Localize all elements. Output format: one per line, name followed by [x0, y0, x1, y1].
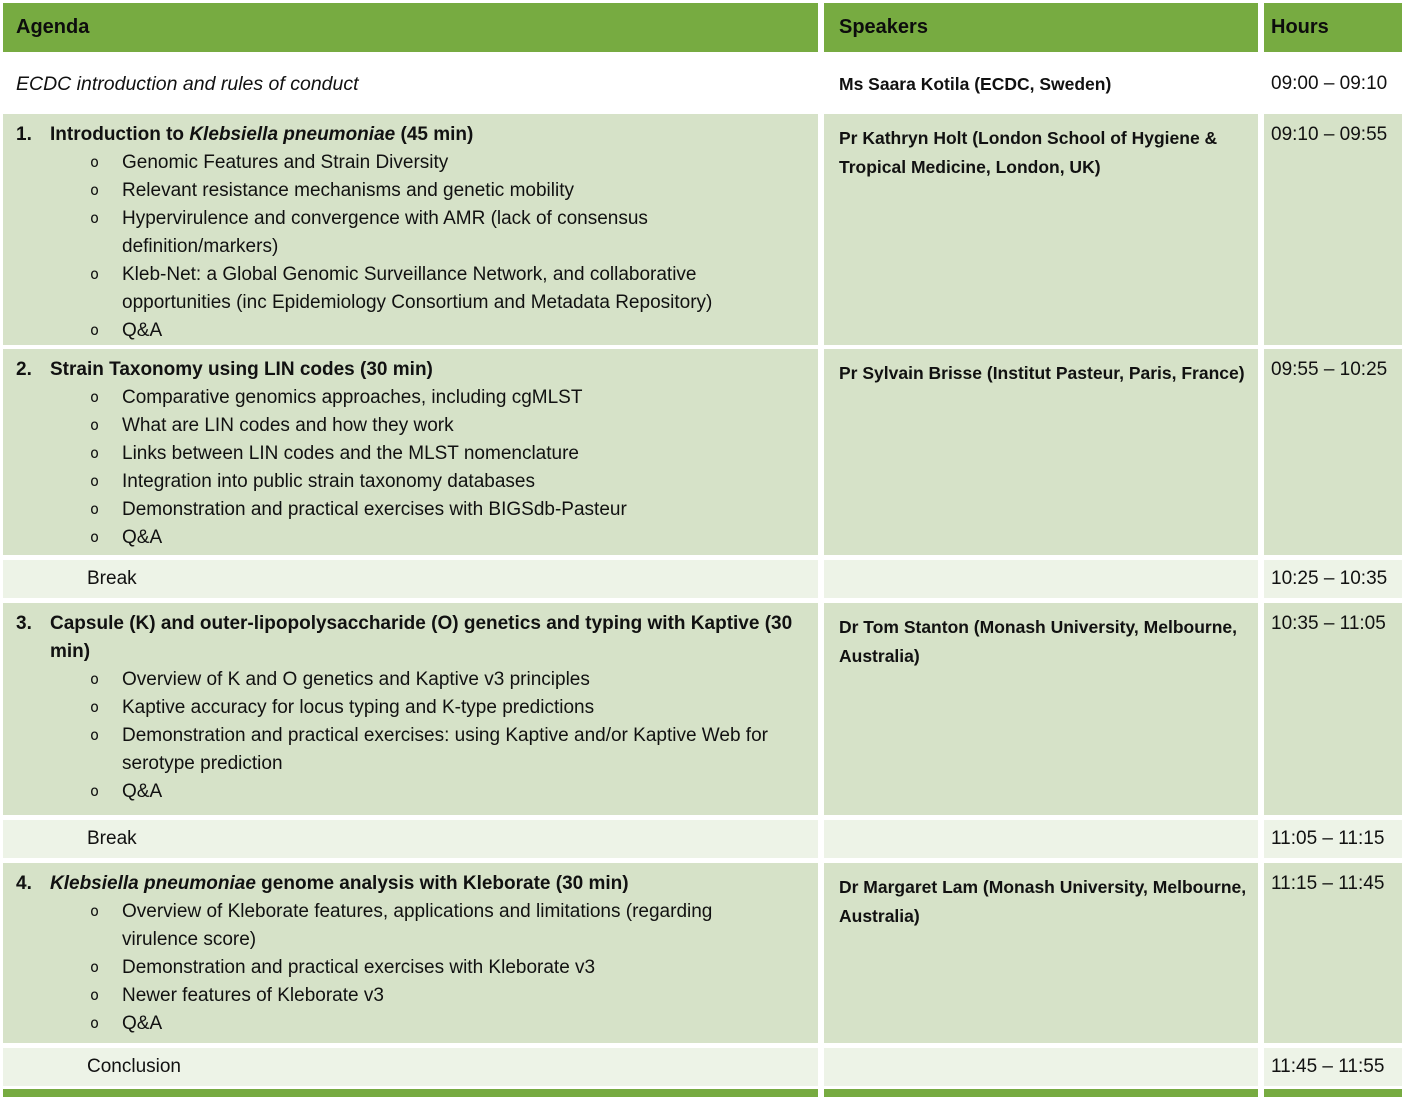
header-row [3, 3, 1402, 52]
species-name: Klebsiella pneumoniae [189, 124, 396, 145]
session-title [16, 610, 808, 666]
green-bar [824, 1089, 1258, 1097]
session-agenda [3, 114, 818, 345]
session-number: 2. [16, 359, 32, 380]
session-title-text: Introduction to Klebsiella pneumoniae (45 min) [50, 124, 474, 145]
session-agenda [3, 603, 818, 815]
speaker-name: Pr Sylvain Brisse (Institut Pasteur, Paris, France) [824, 349, 1258, 555]
list-item: o Kleb-Net: a Global Genomic Surveillance Network, and collaborative opportunities (inc Epidemiology Consortium and Metadata Repository) [90, 261, 808, 317]
list-item: o Genomic Features and Strain Diversity [90, 149, 808, 177]
time-range: 11:45 – 11:55 [1264, 1048, 1402, 1086]
list-item: o Links between LIN codes and the MLST nomenclature [90, 440, 808, 468]
row-next-header-cutoff [3, 1089, 1402, 1097]
speaker-name: Dr Margaret Lam (Monash University, Melbourne, Australia) [824, 863, 1258, 1043]
empty-cell [824, 820, 1258, 858]
bullet-marker: o [90, 416, 100, 434]
column-header-hours: Hours [1264, 3, 1402, 52]
session-title [16, 356, 808, 384]
list-item: o Demonstration and practical exercises with BIGSdb-Pasteur [90, 496, 808, 524]
list-item: o Newer features of Kleborate v3 [90, 982, 808, 1010]
bullet-marker: o [90, 1014, 100, 1032]
list-item: o Comparative genomics approaches, including cgMLST [90, 384, 808, 412]
bullet-marker: o [90, 209, 100, 227]
session-title-text: Capsule (K) and outer-lipopolysaccharide (O) genetics and typing with Kaptive (30 min) [50, 613, 793, 662]
bullet-marker: o [90, 444, 100, 462]
list-item: o Overview of K and O genetics and Kaptive v3 principles [90, 666, 808, 694]
bullet-marker: o [90, 500, 100, 518]
session-agenda [3, 863, 818, 1043]
conclusion-label: Conclusion [3, 1048, 818, 1086]
time-range: 11:15 – 11:45 [1264, 863, 1402, 1043]
row-conclusion [3, 1048, 1402, 1086]
session-title-text: Strain Taxonomy using LIN codes (30 min) [50, 359, 433, 380]
species-name: Klebsiella pneumoniae [50, 873, 256, 894]
time-range: 09:10 – 09:55 [1264, 114, 1402, 345]
time-range: 09:00 – 09:10 [1264, 58, 1402, 110]
list-item: o Overview of Kleborate features, applications and limitations (regarding virulence score) [90, 898, 808, 954]
bullet-marker: o [90, 958, 100, 976]
bullet-marker: o [90, 265, 100, 283]
session-number: 3. [16, 613, 32, 634]
list-item: o Q&A [90, 317, 808, 345]
break-label: Break [3, 820, 818, 858]
row-session-1 [3, 114, 1402, 344]
row-break-1 [3, 560, 1402, 598]
empty-cell [824, 1048, 1258, 1086]
bullet-marker: o [90, 472, 100, 490]
list-item: o Hypervirulence and convergence with AMR (lack of consensus definition/markers) [90, 205, 808, 261]
speaker-name: Ms Saara Kotila (ECDC, Sweden) [824, 58, 1258, 110]
bullet-marker: o [90, 388, 100, 406]
column-header-speakers: Speakers [824, 3, 1258, 52]
bullet-marker: o [90, 986, 100, 1004]
bullet-marker: o [90, 153, 100, 171]
time-range: 10:25 – 10:35 [1264, 560, 1402, 598]
green-bar [3, 1089, 818, 1097]
row-ecdc-intro [3, 58, 1402, 110]
empty-cell [824, 560, 1258, 598]
list-item: o Kaptive accuracy for locus typing and K-type predictions [90, 694, 808, 722]
list-item: o Demonstration and practical exercises with Kleborate v3 [90, 954, 808, 982]
row-session-4 [3, 863, 1402, 1043]
list-item: o Q&A [90, 524, 808, 552]
bullet-marker: o [90, 528, 100, 546]
bullet-marker: o [90, 321, 100, 339]
session-title [16, 121, 808, 149]
time-range: 10:35 – 11:05 [1264, 603, 1402, 815]
green-bar [1264, 1089, 1402, 1097]
speaker-name: Pr Kathryn Holt (London School of Hygiene & Tropical Medicine, London, UK) [824, 114, 1258, 345]
speaker-name: Dr Tom Stanton (Monash University, Melbourne, Australia) [824, 603, 1258, 815]
list-item: o Integration into public strain taxonomy databases [90, 468, 808, 496]
bullet-marker: o [90, 181, 100, 199]
break-label: Break [3, 560, 818, 598]
time-range: 11:05 – 11:15 [1264, 820, 1402, 858]
bullet-marker: o [90, 670, 100, 688]
list-item: o Relevant resistance mechanisms and genetic mobility [90, 177, 808, 205]
session-title-text: Klebsiella pneumoniae genome analysis with Kleborate (30 min) [50, 873, 629, 894]
session-title [16, 870, 808, 898]
row-session-3 [3, 603, 1402, 815]
session-number: 4. [16, 873, 32, 894]
list-item: o Demonstration and practical exercises: using Kaptive and/or Kaptive Web for serotype prediction [90, 722, 808, 778]
row-session-2 [3, 349, 1402, 555]
bullet-marker: o [90, 782, 100, 800]
column-header-agenda: Agenda [3, 3, 818, 52]
row-break-2 [3, 820, 1402, 858]
list-item: o What are LIN codes and how they work [90, 412, 808, 440]
bullet-marker: o [90, 726, 100, 744]
bullet-marker: o [90, 698, 100, 716]
session-number: 1. [16, 124, 32, 145]
ecdc-intro-title: ECDC introduction and rules of conduct [3, 58, 818, 110]
bullet-marker: o [90, 902, 100, 920]
list-item: o Q&A [90, 1010, 808, 1038]
time-range: 09:55 – 10:25 [1264, 349, 1402, 555]
list-item: o Q&A [90, 778, 808, 806]
session-agenda [3, 349, 818, 555]
